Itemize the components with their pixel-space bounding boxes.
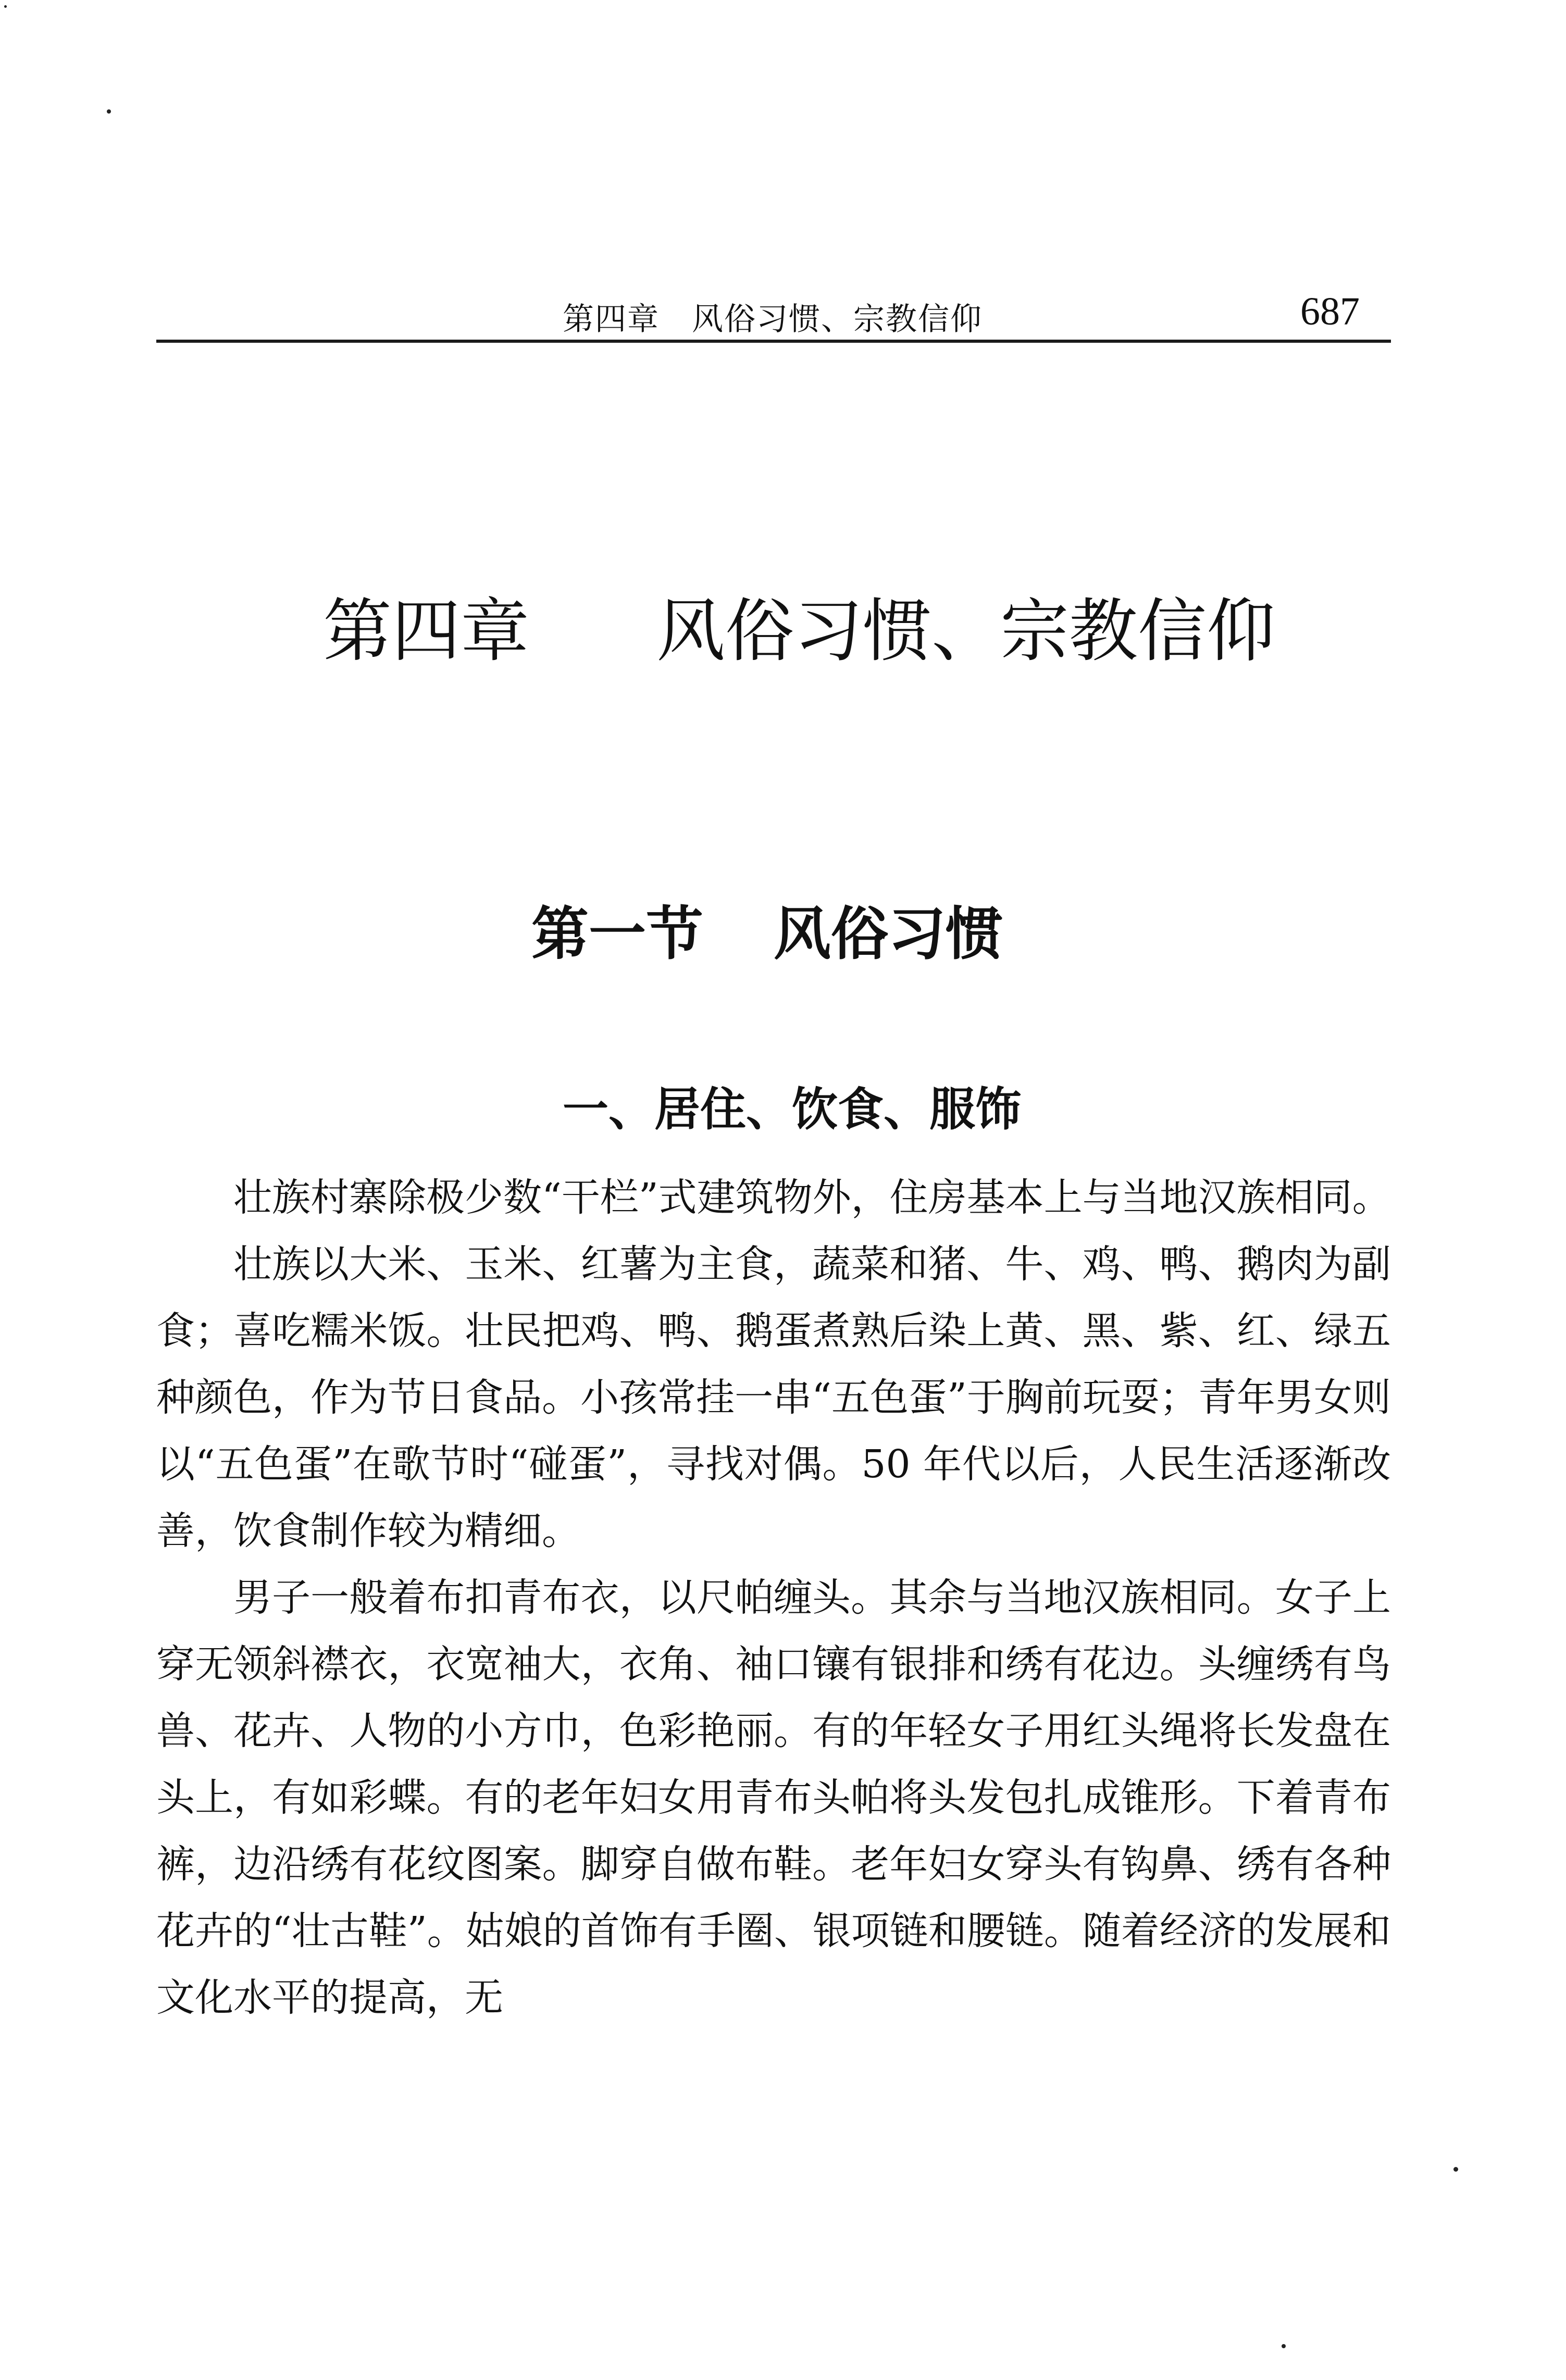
paragraph-food: 壮族以大米、玉米、红薯为主食，蔬菜和猪、牛、鸡、鸭、鹅肉为副食；喜吃糯米饭。壮民把鸡、鸭、鹅蛋煮熟后染上黄、黑、紫、红、绿五种颜色，作为节日食品。小孩常挂一串“五色蛋”于胸前玩耍；青年男女则以“五色蛋”在歌节时“碰蛋”，寻找对偶。50 年代以后，人民生活逐渐改善，饮食制作较为精细。	[156, 1242, 1391, 1553]
paragraph-clothing: 男子一般着布扣青布衣，以尺帕缠头。其余与当地汉族相同。女子上穿无领斜襟衣，衣宽袖大，衣角、袖口镶有银排和绣有花边。头缠绣有鸟兽、花卉、人物的小方巾，色彩艳丽。有的年轻女子用红头绳将长发盘在头上，有如彩蝶。有的老年妇女用青布头帕将头发包扎成锥形。下着青布裤，边沿绣有花纹图案。脚穿自做布鞋。老年妇女穿头有钩鼻、绣有各种花卉的“壮古鞋”。姑娘的首饰有手圈、银项链和腰链。随着经济的发展和文化水平的提高，无	[156, 1575, 1391, 2020]
chapter-title	[323, 576, 1275, 675]
header-divider	[156, 340, 1391, 343]
section-name: 风俗习惯	[774, 901, 1003, 967]
page-number: 687	[1300, 290, 1360, 333]
scan-speck	[1453, 2167, 1458, 2172]
subsection-heading: 一、居住、饮食、服饰	[563, 1082, 1022, 1136]
section-title	[531, 888, 1003, 970]
running-title: 第四章 风俗习惯、宗教信仰	[563, 301, 983, 338]
scan-speck	[107, 109, 111, 114]
chapter-name: 风俗习惯、宗教信仰	[656, 591, 1275, 671]
body-text	[156, 1164, 1391, 2031]
chapter-number: 第四章	[323, 591, 529, 671]
paragraph-housing: 壮族村寨除极少数“干栏”式建筑物外，住房基本上与当地汉族相同。	[233, 1175, 1391, 1220]
section-number: 第一节	[531, 901, 703, 967]
scan-speck	[1282, 2344, 1286, 2348]
scan-speck	[4, 5, 7, 8]
running-header	[156, 284, 1391, 341]
